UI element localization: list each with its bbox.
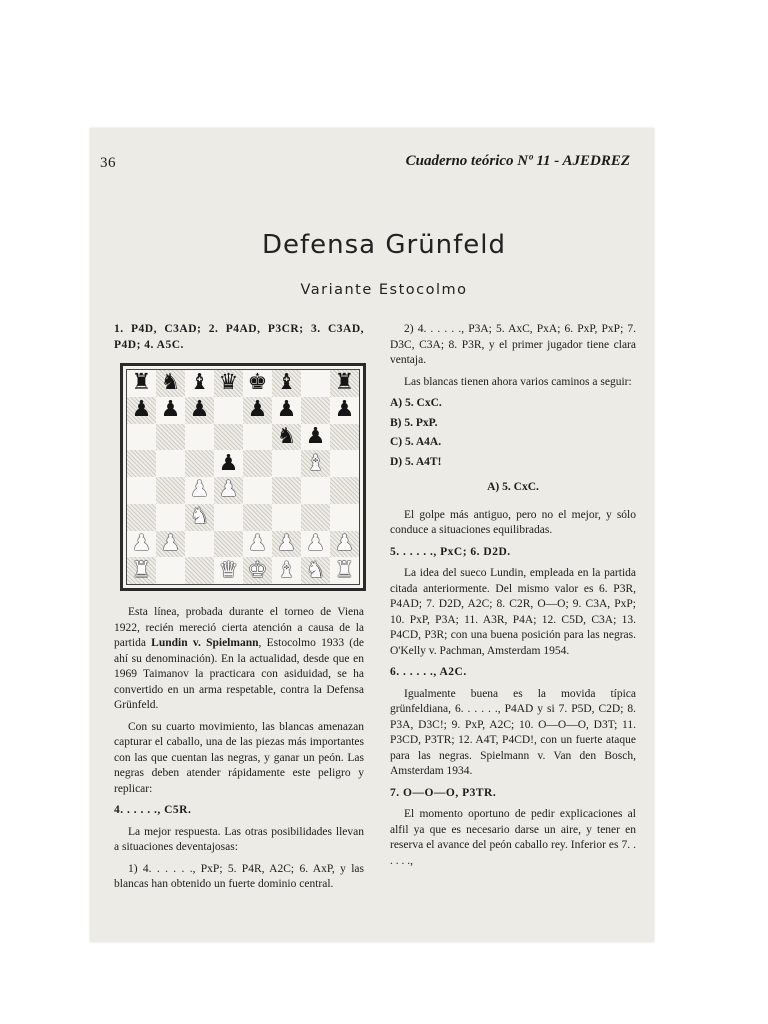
board-square xyxy=(214,424,243,451)
black-pawn-icon: ♟ xyxy=(334,397,355,423)
white-pawn-icon: ♟ xyxy=(189,477,210,503)
board-square xyxy=(243,477,272,504)
chess-board xyxy=(126,369,360,585)
board-square xyxy=(330,504,359,531)
board-square xyxy=(243,450,272,477)
board-square xyxy=(330,424,359,451)
white-pawn-icon: ♟ xyxy=(334,530,355,556)
board-square xyxy=(272,504,301,531)
board-square xyxy=(127,557,156,584)
board-square xyxy=(330,397,359,424)
board-square xyxy=(185,397,214,424)
paragraph-paths: Las blancas tienen ahora varios caminos a seguir: xyxy=(404,375,632,388)
white-king-icon: ♚ xyxy=(247,557,268,583)
board-square xyxy=(214,504,243,531)
black-queen-icon: ♛ xyxy=(218,370,239,396)
paragraph-option-2: 2) 4. . . . . ., P3A; 5. AxC, PxA; 6. PxP, PxP; 7. D3C, C3A; 8. P3R, y el primer jugador tiene clara ventaja. xyxy=(390,323,636,366)
variant-a: A) 5. CxC. xyxy=(390,397,442,409)
move-4: 4. . . . . ., C5R. xyxy=(114,804,192,816)
variant-b: B) 5. PxP. xyxy=(390,416,438,429)
black-pawn-icon: ♟ xyxy=(189,397,210,423)
board-square xyxy=(301,531,330,558)
white-rook-icon: ♜ xyxy=(131,557,152,583)
board-square xyxy=(301,424,330,451)
board-square xyxy=(301,504,330,531)
move-5: 5. . . . . ., PxC; 6. D2D. xyxy=(390,545,511,558)
board-square xyxy=(301,397,330,424)
section-heading-a: A) 5. CxC. xyxy=(487,481,539,493)
board-square xyxy=(243,504,272,531)
board-square xyxy=(214,370,243,397)
black-pawn-icon: ♟ xyxy=(305,423,326,449)
board-square xyxy=(272,450,301,477)
board-square xyxy=(243,397,272,424)
board-square xyxy=(243,557,272,584)
intro-game-name: Lundin v. Spielmann xyxy=(151,637,259,649)
black-king-icon: ♚ xyxy=(247,370,268,396)
board-square xyxy=(185,424,214,451)
board-square xyxy=(185,370,214,397)
board-square xyxy=(127,424,156,451)
white-pawn-icon: ♟ xyxy=(131,530,152,556)
variant-c: C) 5. A4A. xyxy=(390,436,442,448)
black-pawn-icon: ♟ xyxy=(218,450,239,476)
board-square xyxy=(243,531,272,558)
board-square xyxy=(127,477,156,504)
black-knight-icon: ♞ xyxy=(276,423,297,449)
black-bishop-icon: ♝ xyxy=(189,370,210,396)
variant-d: D) 5. A4T! xyxy=(390,455,442,468)
board-square xyxy=(185,557,214,584)
board-square xyxy=(272,424,301,451)
board-square xyxy=(127,397,156,424)
board-square xyxy=(272,370,301,397)
left-column xyxy=(114,322,364,899)
board-square xyxy=(272,531,301,558)
black-bishop-icon: ♝ xyxy=(276,370,297,396)
board-square xyxy=(156,424,185,451)
board-square xyxy=(301,477,330,504)
white-bishop-icon: ♝ xyxy=(305,450,326,476)
paragraph-lundin-idea: La idea del sueco Lundin, empleada en la partida citada anteriormente. Del mismo valor es 6. P3R, P4AD; 7. D2D, A2C; 8. C2R, O—O; 9. C3A, PxP; 10. PxP, P3A; 11. A3R, P4A; 12. C5D, C3A; 13. P4CD, P3R; con una buena posición para las negras. O'Kelly v. Pachman, Amsterdam 1954. xyxy=(390,567,636,657)
board-square xyxy=(330,557,359,584)
board-square xyxy=(214,397,243,424)
board-square xyxy=(127,531,156,558)
chess-diagram xyxy=(120,363,366,591)
paragraph-grunfeld-move: Igualmente buena es la movida típica grünfeldiana, 6. . . . . ., P4AD y si 7. P5D, C2D; 8. P3A, D3C!; 9. PxP, A2C; 10. O—O—O, D3T; 11. P3CD, P3TR; 12. A4T, P4CD!, con un fuerte ataque para las negras. Spielmann v. Van den Bosch, Amsterdam 1934. xyxy=(390,687,636,777)
black-pawn-icon: ♟ xyxy=(276,397,297,423)
white-pawn-icon: ♟ xyxy=(305,530,326,556)
white-pawn-icon: ♟ xyxy=(247,530,268,556)
paragraph-oldest-blow: El golpe más antiguo, pero no el mejor, y sólo conduce a situaciones equilibradas. xyxy=(390,508,636,536)
black-pawn-icon: ♟ xyxy=(131,397,152,423)
white-knight-icon: ♞ xyxy=(305,557,326,583)
board-square xyxy=(156,370,185,397)
board-square xyxy=(214,477,243,504)
board-square xyxy=(156,557,185,584)
board-square xyxy=(185,450,214,477)
board-square xyxy=(301,557,330,584)
board-square xyxy=(127,370,156,397)
paragraph-best-reply: La mejor respuesta. Las otras posibilidades llevan a situaciones deventajosas: xyxy=(114,825,364,853)
board-square xyxy=(243,370,272,397)
white-pawn-icon: ♟ xyxy=(276,530,297,556)
board-square xyxy=(301,450,330,477)
board-square xyxy=(214,450,243,477)
intro-text-a: Esta línea, probada durante el torneo de Viena 1922, recién mereció cierta atención a causa de la partida xyxy=(114,606,364,649)
article-title: Defensa Grünfeld xyxy=(261,230,507,260)
opening-moves: 1. P4D, C3AD; 2. P4AD, P3CR; 3. C3AD, P4D; 4. A5C. xyxy=(114,323,364,351)
board-square xyxy=(330,477,359,504)
move-6: 6. . . . . ., A2C. xyxy=(390,666,467,678)
board-square xyxy=(214,531,243,558)
board-square xyxy=(156,450,185,477)
board-square xyxy=(330,370,359,397)
board-square xyxy=(156,397,185,424)
board-square xyxy=(272,557,301,584)
white-rook-icon: ♜ xyxy=(334,557,355,583)
running-header: Cuaderno teórico Nº 11 - AJEDREZ xyxy=(405,153,630,169)
black-knight-icon: ♞ xyxy=(160,370,181,396)
white-pawn-icon: ♟ xyxy=(160,530,181,556)
white-pawn-icon: ♟ xyxy=(218,477,239,503)
black-rook-icon: ♜ xyxy=(334,370,355,396)
board-square xyxy=(127,450,156,477)
board-square xyxy=(214,557,243,584)
paragraph-explanation: El momento oportuno de pedir explicaciones al alfil ya que es necesario darse un aire, y tener en reserva el avance del peón caballo rey. Inferior es 7. . . . . ., xyxy=(390,808,636,867)
board-square xyxy=(330,531,359,558)
paragraph-option-1: 1) 4. . . . . ., PxP; 5. P4R, A2C; 6. AxP, y las blancas han obtenido un fuerte dominio central. xyxy=(114,862,364,890)
board-square xyxy=(272,397,301,424)
move-7: 7. O—O—O, P3TR. xyxy=(390,786,497,799)
paragraph-intro xyxy=(114,605,364,714)
board-square xyxy=(301,370,330,397)
black-pawn-icon: ♟ xyxy=(160,397,181,423)
article-subtitle: Variante Estocolmo xyxy=(300,282,468,298)
board-square xyxy=(156,477,185,504)
intro-text-c: , Estocolmo 1933 (de ahí su denominación). En la actualidad, desde que en 1969 Taimanov la practicara con asiduidad, se ha convertido en un arma respetable, contra la Defensa Grünfeld. xyxy=(114,637,364,711)
board-square xyxy=(185,477,214,504)
right-column xyxy=(390,322,636,875)
board-square xyxy=(272,477,301,504)
board-square xyxy=(330,450,359,477)
paragraph-threat: Con su cuarto movimiento, las blancas amenazan capturar el caballo, una de las piezas más importantes con las que cuentan las negras, y ganar un peón. Las negras deben atender rápidamente este peligro y replicar: xyxy=(114,720,364,795)
white-knight-icon: ♞ xyxy=(189,504,210,530)
page-number: 36 xyxy=(100,155,116,171)
black-pawn-icon: ♟ xyxy=(247,397,268,423)
black-rook-icon: ♜ xyxy=(131,370,152,396)
board-square xyxy=(243,424,272,451)
white-queen-icon: ♛ xyxy=(218,557,239,583)
board-square xyxy=(185,504,214,531)
board-square xyxy=(185,531,214,558)
white-bishop-icon: ♝ xyxy=(276,557,297,583)
board-square xyxy=(156,504,185,531)
board-square xyxy=(156,531,185,558)
board-square xyxy=(127,504,156,531)
